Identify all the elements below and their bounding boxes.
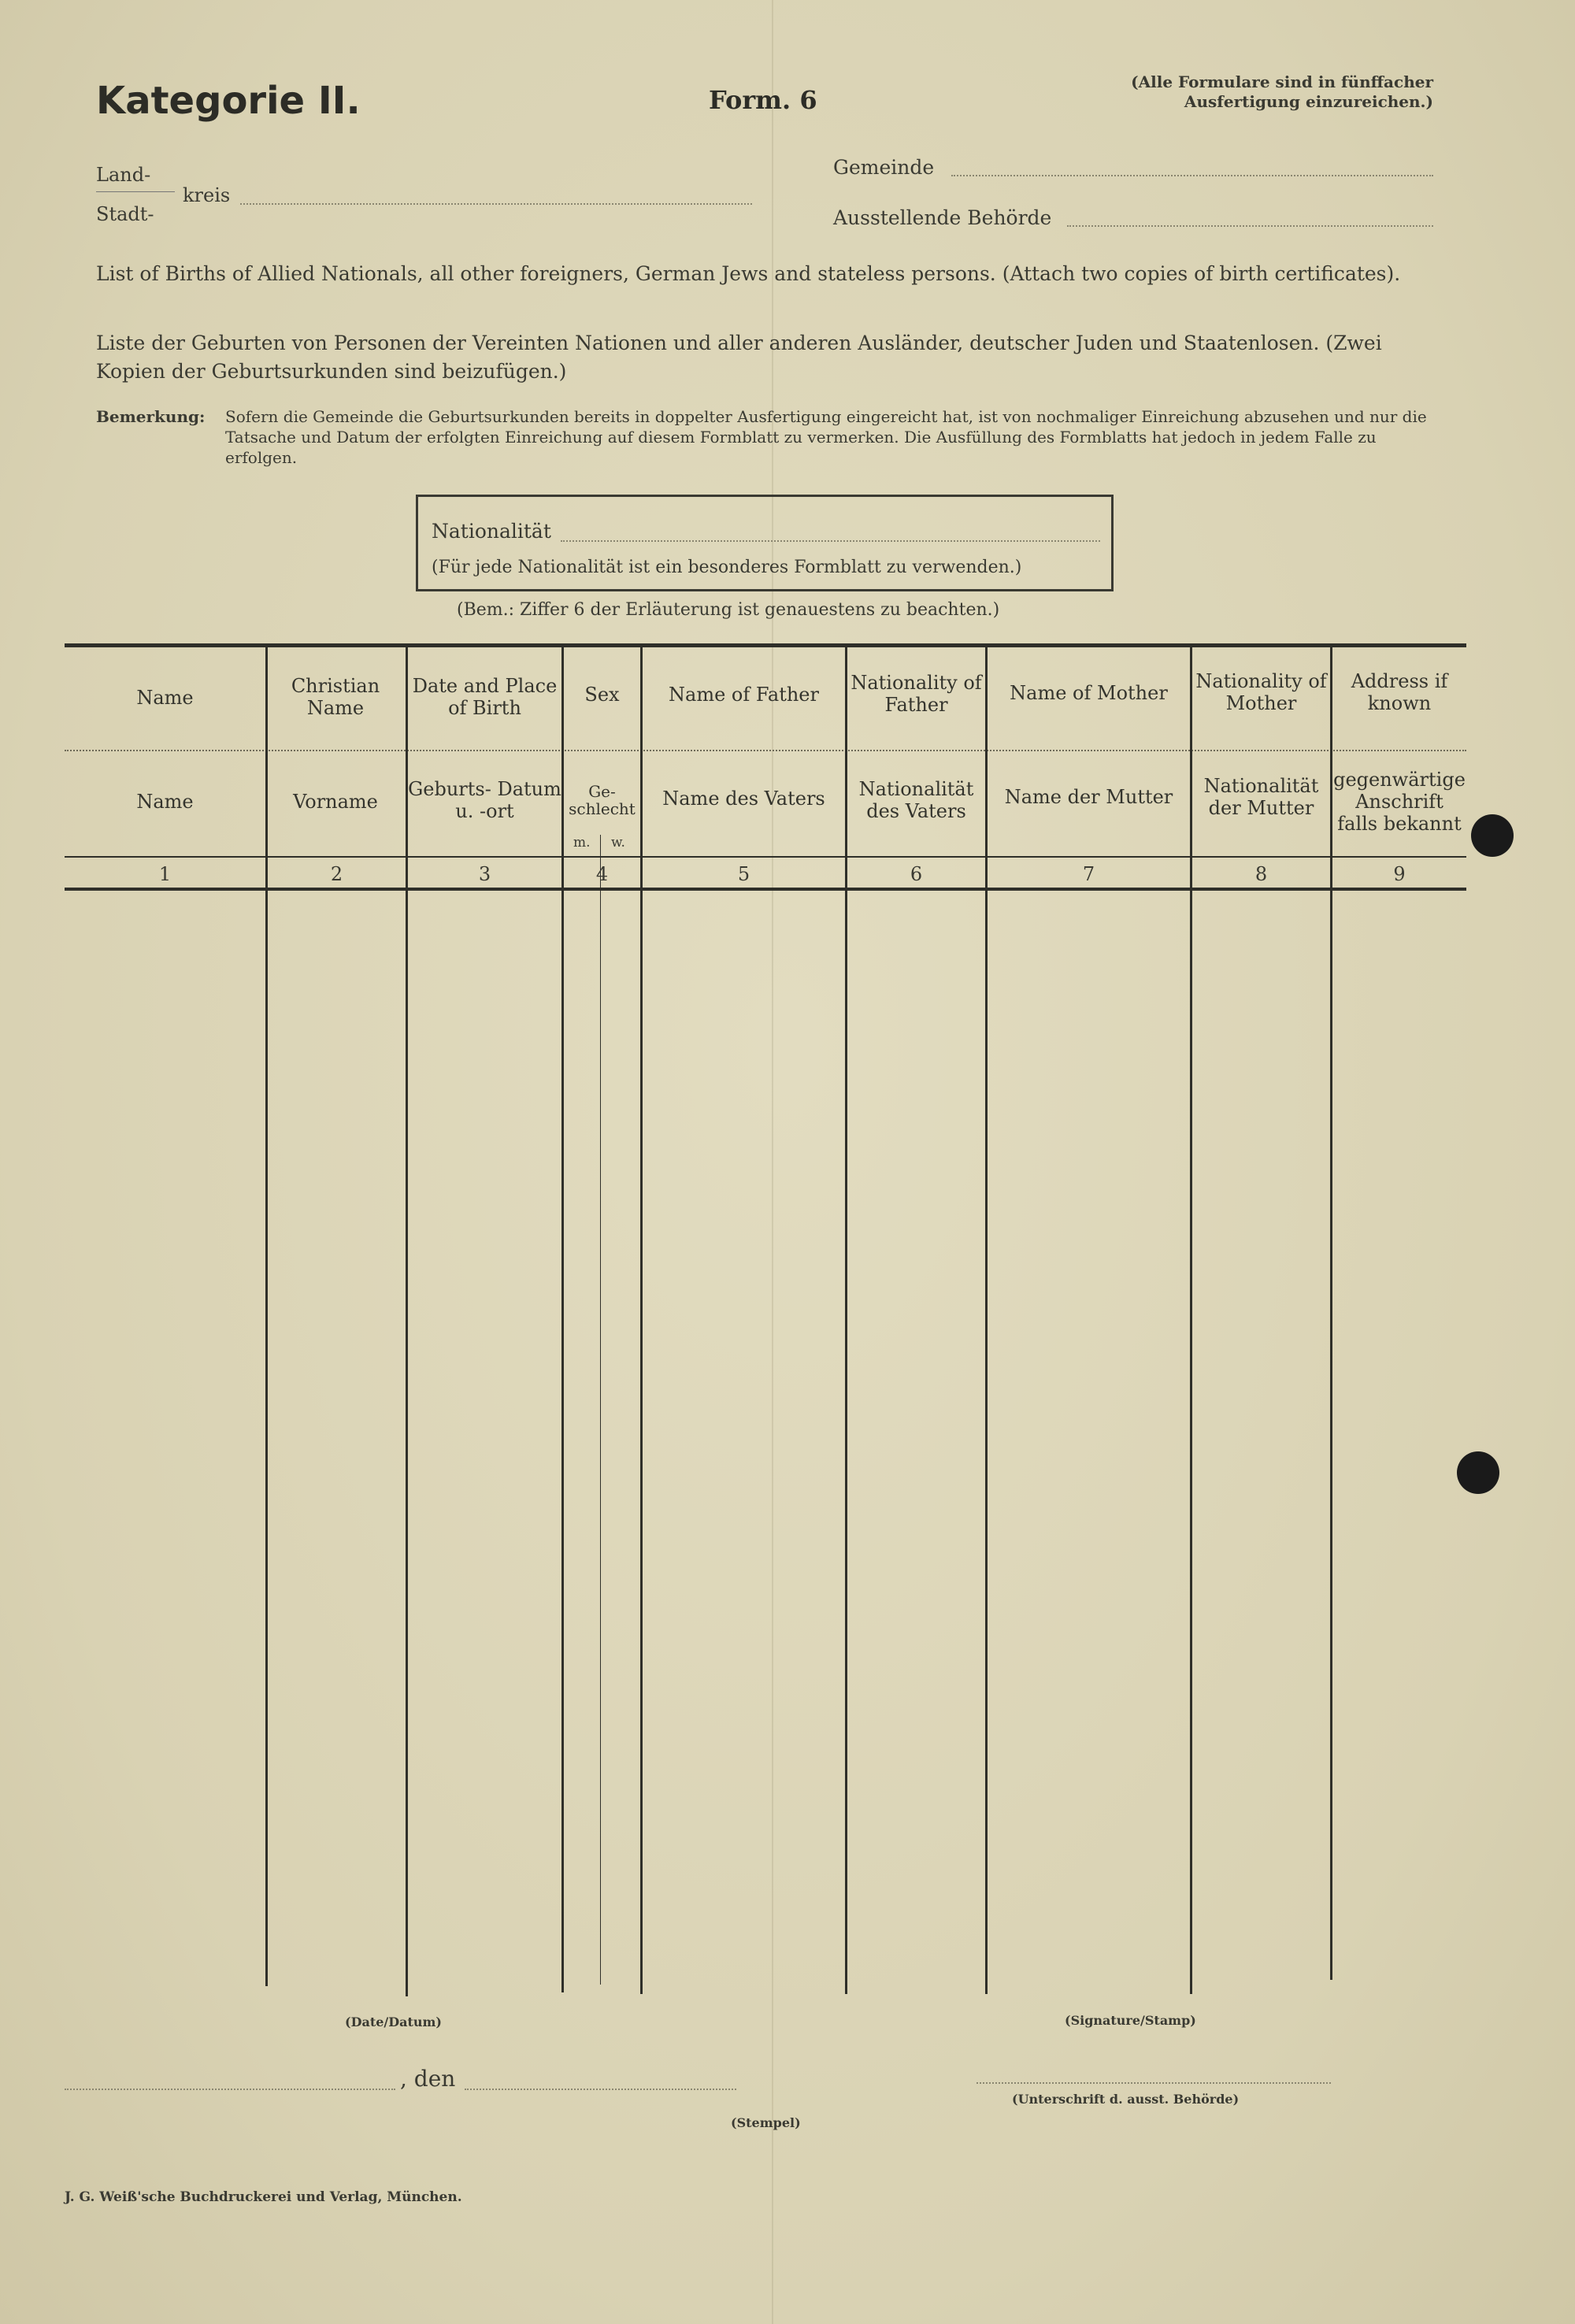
copies-note: (Alle Formulare sind in fünffacher Ausfertigung einzureichen.) [1131, 72, 1433, 111]
remark-text: Sofern die Gemeinde die Geburtsurkunden bereits in doppelter Ausfertigung eingereicht hat, ist von nochmaliger Einreichung abzusehen und nur die Tatsache und Datum der erfolgten Einreichung auf diesem Formblatt zu vermerken. Die Ausfüllung des Formblatts hat jedoch in jedem Falle zu erfolgen. [225, 407, 1427, 467]
col-number: 8 [1254, 863, 1268, 885]
col-divider-3 [561, 646, 564, 1992]
col-header-de: Geburts- Datum u. -ort [408, 778, 561, 822]
col-header-de: Ge- schlecht [569, 782, 636, 818]
col-header-en: Name [136, 687, 194, 709]
punch-hole [1471, 814, 1514, 857]
date-field[interactable] [465, 2089, 736, 2090]
behoerde-label: Ausstellende Behörde [833, 206, 1052, 229]
nationality-label: Nationalität [432, 520, 551, 543]
col-header-en: Name of Father [669, 684, 819, 706]
place-field[interactable] [65, 2089, 395, 2090]
form-category-title: Kategorie II. [96, 79, 361, 123]
intro-german: Liste der Geburten von Personen der Vereinten Nationen und aller anderen Ausländer, deutscher Juden und Staatenlosen. (Zwei Kopien der Geburtsurkunden sind beizufügen.) [96, 332, 1382, 383]
col-header-en: Name of Mother [1010, 682, 1168, 704]
stempel-label: (Stempel) [731, 2115, 801, 2130]
table-language-divider [65, 750, 1466, 751]
col-number: 5 [737, 863, 750, 885]
col-header-en: Nationality of Father [850, 672, 982, 716]
remark-label: Bemerkung: [96, 407, 206, 426]
signature-label: (Signature/Stamp) [1065, 2013, 1196, 2028]
col-header-de: gegenwärtige Anschrift falls bekannt [1333, 769, 1466, 835]
col-number: 7 [1082, 863, 1095, 885]
col-header-de: Name des Vaters [662, 788, 825, 810]
den-label: , den [400, 2066, 456, 2092]
gemeinde-label: Gemeinde [833, 156, 935, 179]
form-number: Form. 6 [709, 85, 817, 115]
col-number: 4 [595, 863, 609, 885]
col-header-de: Nationalität der Mutter [1203, 775, 1319, 819]
col-header-en: Nationality of Mother [1195, 670, 1327, 714]
table-top-rule [65, 643, 1466, 647]
col-divider-4 [640, 646, 643, 1994]
col-header-de: Vorname [293, 791, 378, 813]
col-number: 9 [1393, 863, 1406, 885]
col-divider-8 [1330, 646, 1332, 1980]
printer-imprint: J. G. Weiß'sche Buchdruckerei und Verlag, München. [65, 2189, 462, 2205]
bem-note: (Bem.: Ziffer 6 der Erläuterung ist genauestens zu beachten.) [457, 600, 1000, 620]
sex-male-label: m. [573, 835, 591, 851]
col-divider-7 [1190, 646, 1192, 1994]
kreis-label: kreis [183, 184, 231, 206]
col-header-en: Address if known [1351, 670, 1448, 714]
col-header-en: Date and Place of Birth [412, 675, 558, 719]
col-header-en: Christian Name [291, 675, 380, 719]
unterschrift-label: (Unterschrift d. ausst. Behörde) [1012, 2092, 1240, 2107]
col-divider-6 [985, 646, 988, 1994]
sex-mw-divider [600, 835, 601, 1985]
col-divider-1 [265, 646, 268, 1986]
gemeinde-field[interactable] [951, 175, 1433, 176]
nationality-note: (Für jede Nationalität ist ein besonderes Formblatt zu verwenden.) [432, 558, 1022, 577]
col-number: 1 [158, 863, 172, 885]
kreis-field[interactable] [240, 203, 752, 205]
col-divider-2 [406, 646, 408, 1996]
col-number: 6 [910, 863, 923, 885]
sex-female-label: w. [611, 835, 625, 851]
col-header-en: Sex [584, 684, 620, 706]
nationality-field[interactable] [561, 540, 1100, 542]
behoerde-field[interactable] [1067, 225, 1433, 227]
col-header-de: Name [136, 791, 194, 813]
intro-english: List of Births of Allied Nationals, all other foreigners, German Jews and stateless persons. (Attach two copies of birth certificates). [96, 262, 1401, 285]
land-label: Land- [96, 164, 151, 186]
col-divider-5 [845, 646, 847, 1994]
punch-hole [1457, 1451, 1499, 1494]
date-label: (Date/Datum) [345, 2015, 442, 2029]
stadt-label: Stadt- [96, 203, 154, 225]
col-number: 2 [330, 863, 343, 885]
col-header-de: Name der Mutter [1004, 786, 1173, 808]
table-header-rule [65, 856, 1466, 858]
signature-field[interactable] [976, 2082, 1331, 2084]
col-header-de: Nationalität des Vaters [858, 778, 974, 822]
col-number: 3 [478, 863, 491, 885]
land-stadt-divider [96, 191, 175, 192]
table-number-rule [65, 888, 1466, 891]
